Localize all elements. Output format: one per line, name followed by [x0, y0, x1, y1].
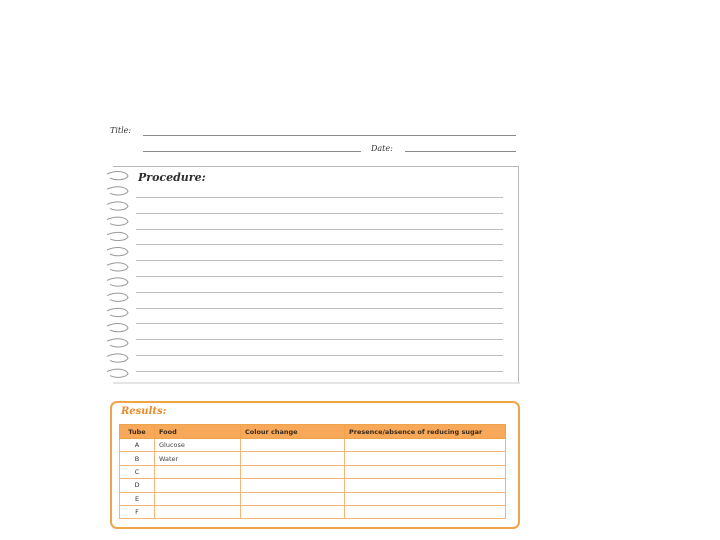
spiral-coil	[107, 308, 128, 316]
title-entry-line[interactable]	[143, 135, 516, 136]
spiral-coil	[107, 293, 128, 301]
tube-cell: B	[120, 452, 155, 465]
column-header-presence: Presence/absence of reducing sugar	[345, 425, 506, 439]
table-row	[120, 505, 506, 518]
results-table-header-row	[120, 425, 506, 439]
table-row	[120, 452, 506, 465]
food-cell[interactable]: Glucose	[155, 439, 241, 452]
food-cell[interactable]	[155, 505, 241, 518]
presence-cell[interactable]	[345, 452, 506, 465]
tube-cell: C	[120, 465, 155, 478]
date-label: Date:	[371, 144, 393, 153]
ruled-line[interactable]	[136, 213, 503, 214]
colour-change-cell[interactable]	[241, 505, 345, 518]
column-header-colour-change: Colour change	[241, 425, 345, 439]
presence-cell[interactable]	[345, 505, 506, 518]
spiral-coil	[107, 187, 128, 195]
colour-change-cell[interactable]	[241, 465, 345, 478]
spiral-coil	[107, 354, 128, 362]
table-row	[120, 492, 506, 505]
food-cell[interactable]	[155, 479, 241, 492]
colour-change-cell[interactable]	[241, 439, 345, 452]
spiral-coil	[107, 202, 128, 210]
procedure-page-shadow	[113, 382, 520, 384]
procedure-heading: Procedure:	[138, 171, 206, 184]
procedure-notebook-page	[113, 166, 519, 384]
spiral-coil	[107, 172, 128, 180]
ruled-line[interactable]	[136, 276, 503, 277]
column-header-tube: Tube	[120, 425, 155, 439]
column-header-food: Food	[155, 425, 241, 439]
spiral-coil	[107, 339, 128, 347]
table-row	[120, 465, 506, 478]
presence-cell[interactable]	[345, 479, 506, 492]
spiral-coil	[107, 369, 128, 377]
ruled-line[interactable]	[136, 308, 503, 309]
tube-cell: E	[120, 492, 155, 505]
ruled-line[interactable]	[136, 229, 503, 230]
results-heading: Results:	[121, 406, 167, 417]
food-cell[interactable]	[155, 465, 241, 478]
spiral-coil	[107, 217, 128, 225]
ruled-line[interactable]	[136, 292, 503, 293]
ruled-line[interactable]	[136, 244, 503, 245]
spiral-coil	[107, 232, 128, 240]
table-row	[120, 479, 506, 492]
tube-cell: F	[120, 505, 155, 518]
presence-cell[interactable]	[345, 492, 506, 505]
spiral-coil	[107, 278, 128, 286]
ruled-line[interactable]	[136, 323, 503, 324]
ruled-line[interactable]	[136, 260, 503, 261]
title-entry-line-2[interactable]	[143, 151, 361, 152]
colour-change-cell[interactable]	[241, 479, 345, 492]
ruled-line[interactable]	[136, 197, 503, 198]
title-label: Title:	[110, 126, 132, 135]
food-cell[interactable]: Water	[155, 452, 241, 465]
spiral-coil	[107, 248, 128, 256]
food-cell[interactable]	[155, 492, 241, 505]
presence-cell[interactable]	[345, 465, 506, 478]
table-row	[120, 439, 506, 452]
ruled-line[interactable]	[136, 339, 503, 340]
ruled-line[interactable]	[136, 371, 503, 372]
colour-change-cell[interactable]	[241, 492, 345, 505]
tube-cell: A	[120, 439, 155, 452]
spiral-coil	[107, 263, 128, 271]
spiral-coil	[107, 324, 128, 332]
date-entry-line[interactable]	[405, 151, 516, 152]
ruled-line[interactable]	[136, 355, 503, 356]
results-table	[119, 424, 506, 519]
presence-cell[interactable]	[345, 439, 506, 452]
spiral-binding-icon	[104, 168, 132, 384]
tube-cell: D	[120, 479, 155, 492]
colour-change-cell[interactable]	[241, 452, 345, 465]
